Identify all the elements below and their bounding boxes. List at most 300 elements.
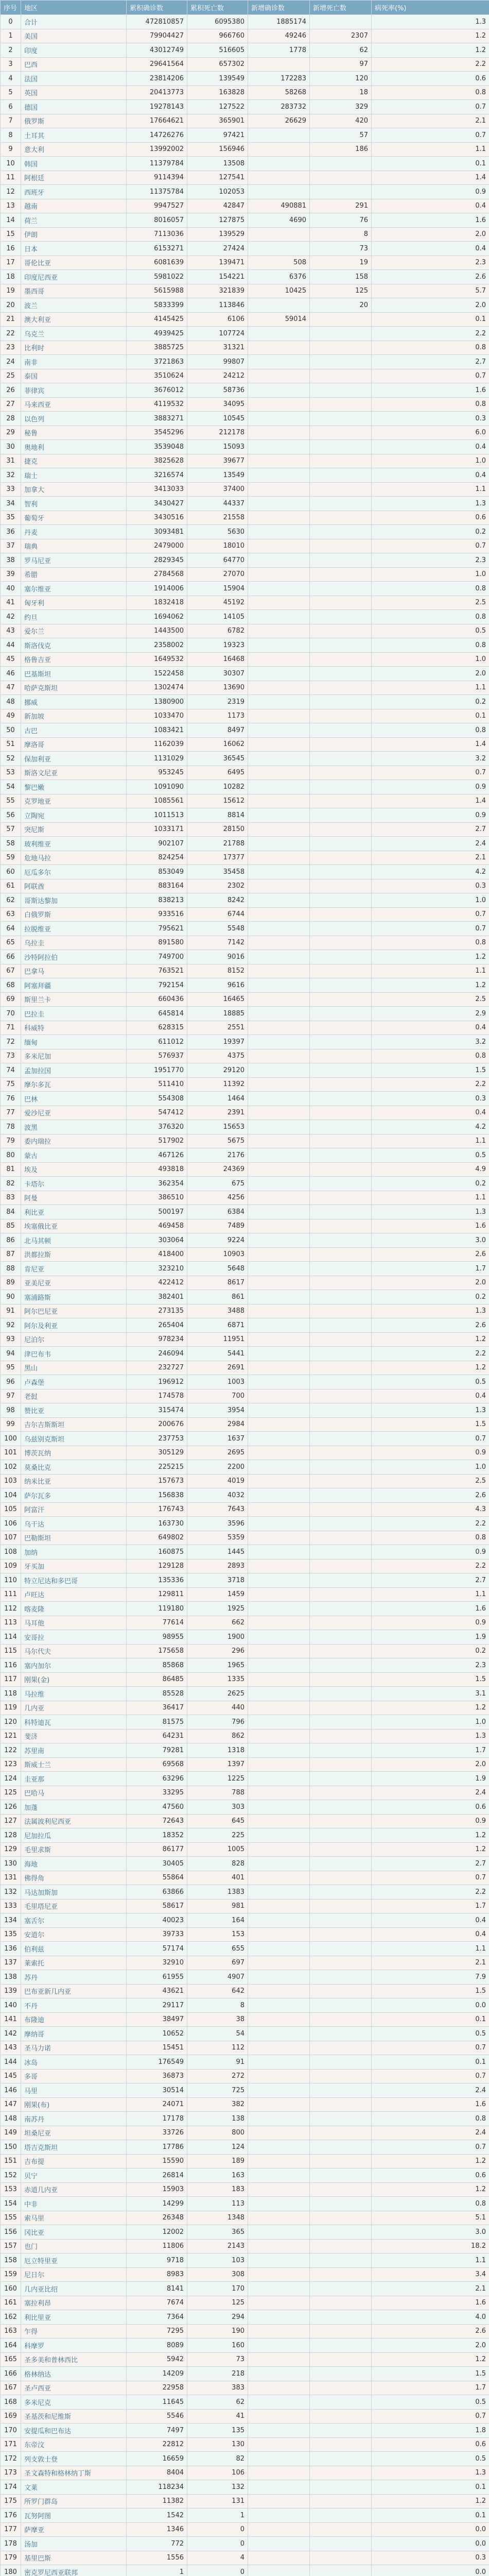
cell-fatality-rate: 3.2 xyxy=(372,752,489,766)
cell-total-cases: 1694062 xyxy=(127,610,187,624)
col-header-fatality-rate: 病死率(%) xyxy=(372,1,489,15)
cell-index: 121 xyxy=(1,1729,21,1743)
cell-region: 赤道几内亚 xyxy=(21,2182,127,2197)
cell-index: 136 xyxy=(1,1942,21,1956)
cell-new-deaths xyxy=(310,1927,372,1942)
cell-new-cases xyxy=(248,2055,310,2070)
cell-region: 老挝 xyxy=(21,1389,127,1403)
cell-index: 100 xyxy=(1,1432,21,1446)
cell-new-cases xyxy=(248,539,310,553)
cell-index: 104 xyxy=(1,1488,21,1503)
cell-new-cases xyxy=(248,2296,310,2310)
cell-fatality-rate: 0.2 xyxy=(372,1644,489,1658)
cell-index: 9 xyxy=(1,142,21,157)
cell-total-deaths: 19323 xyxy=(187,638,248,653)
cell-region: 法属波利尼西亚 xyxy=(21,1814,127,1828)
cell-new-deaths xyxy=(310,1531,372,1545)
cell-total-deaths: 10903 xyxy=(187,1247,248,1262)
cell-fatality-rate: 2.7 xyxy=(372,1857,489,1871)
cell-new-deaths xyxy=(310,1885,372,1900)
cell-total-cases: 472810857 xyxy=(127,15,187,29)
cell-region: 肯尼亚 xyxy=(21,1262,127,1276)
cell-fatality-rate: 2.0 xyxy=(372,227,489,242)
cell-fatality-rate: 1.2 xyxy=(372,950,489,964)
cell-region: 尼日尔 xyxy=(21,2267,127,2282)
cell-index: 98 xyxy=(1,1403,21,1418)
table-row xyxy=(1,468,489,483)
cell-index: 35 xyxy=(1,511,21,525)
table-row xyxy=(1,2452,489,2466)
cell-new-cases: 49246 xyxy=(248,29,310,43)
cell-region: 利比亚 xyxy=(21,1205,127,1219)
cell-total-deaths: 657302 xyxy=(187,57,248,72)
cell-total-deaths: 139471 xyxy=(187,256,248,270)
cell-total-cases: 69568 xyxy=(127,1757,187,1772)
table-row xyxy=(1,2239,489,2253)
cell-new-deaths xyxy=(310,1347,372,1361)
cell-index: 15 xyxy=(1,227,21,242)
cell-region: 卢森堡 xyxy=(21,1375,127,1389)
cell-fatality-rate: 2.0 xyxy=(372,1276,489,1290)
cell-total-cases: 953245 xyxy=(127,766,187,780)
cell-total-cases: 376320 xyxy=(127,1120,187,1134)
cell-fatality-rate: 1.0 xyxy=(372,1715,489,1730)
cell-fatality-rate: 0.9 xyxy=(372,185,489,199)
table-row xyxy=(1,553,489,568)
table-row xyxy=(1,397,489,412)
cell-new-cases xyxy=(248,1857,310,1871)
cell-total-cases: 382401 xyxy=(127,1290,187,1304)
cell-region: 喀麦隆 xyxy=(21,1602,127,1616)
cell-fatality-rate: 2.5 xyxy=(372,1474,489,1488)
header-row xyxy=(1,1,489,15)
cell-region: 多米尼克 xyxy=(21,2395,127,2410)
cell-total-deaths: 6871 xyxy=(187,1318,248,1333)
cell-total-deaths: 13549 xyxy=(187,468,248,483)
cell-fatality-rate: 1.6 xyxy=(372,1219,489,1233)
cell-index: 21 xyxy=(1,312,21,327)
cell-fatality-rate: 0.7 xyxy=(372,128,489,143)
cell-new-deaths xyxy=(310,2112,372,2126)
table-row xyxy=(1,2012,489,2027)
cell-fatality-rate: 1.1 xyxy=(372,142,489,157)
cell-new-cases xyxy=(248,567,310,582)
cell-new-cases xyxy=(248,2537,310,2551)
cell-index: 87 xyxy=(1,1247,21,1262)
cell-new-deaths xyxy=(310,397,372,412)
table-row xyxy=(1,737,489,752)
cell-new-deaths xyxy=(310,2466,372,2480)
cell-index: 134 xyxy=(1,1913,21,1928)
cell-index: 95 xyxy=(1,1361,21,1375)
cell-total-deaths: 127875 xyxy=(187,213,248,228)
cell-new-deaths xyxy=(310,1191,372,1205)
table-row xyxy=(1,851,489,865)
table-row xyxy=(1,780,489,794)
cell-new-cases xyxy=(248,1460,310,1475)
cell-new-cases xyxy=(248,1559,310,1573)
cell-fatality-rate: 1.2 xyxy=(372,43,489,58)
cell-index: 123 xyxy=(1,1757,21,1772)
cell-total-cases: 55864 xyxy=(127,1871,187,1885)
cell-total-cases: 795621 xyxy=(127,922,187,936)
cell-index: 62 xyxy=(1,893,21,908)
table-row xyxy=(1,1786,489,1800)
cell-new-cases xyxy=(248,2126,310,2140)
cell-fatality-rate: 1.1 xyxy=(372,1134,489,1148)
cell-new-deaths xyxy=(310,1120,372,1134)
cell-region: 亚美尼亚 xyxy=(21,1276,127,1290)
cell-index: 155 xyxy=(1,2211,21,2225)
cell-region: 塞浦路斯 xyxy=(21,1290,127,1304)
cell-total-cases: 1 xyxy=(127,2565,187,2576)
cell-new-cases xyxy=(248,1984,310,1998)
cell-total-deaths: 24212 xyxy=(187,369,248,383)
cell-region: 乌克兰 xyxy=(21,327,127,341)
cell-total-cases: 33295 xyxy=(127,1786,187,1800)
cell-region: 圣多美和普林西比 xyxy=(21,2352,127,2367)
table-row xyxy=(1,2437,489,2452)
cell-region: 多米尼加 xyxy=(21,1049,127,1063)
cell-total-cases: 11382 xyxy=(127,2494,187,2509)
cell-index: 11 xyxy=(1,171,21,185)
cell-region: 刚果(金) xyxy=(21,1672,127,1687)
cell-index: 154 xyxy=(1,2197,21,2211)
cell-fatality-rate: 2.4 xyxy=(372,2126,489,2140)
cell-index: 65 xyxy=(1,936,21,950)
table-row xyxy=(1,1247,489,1262)
table-row xyxy=(1,270,489,284)
cell-total-cases: 11375784 xyxy=(127,185,187,199)
cell-region: 塞拉利昂 xyxy=(21,2296,127,2310)
cell-index: 73 xyxy=(1,1049,21,1063)
cell-total-deaths: 8497 xyxy=(187,723,248,738)
cell-fatality-rate: 0.9 xyxy=(372,780,489,794)
cell-fatality-rate: 1.5 xyxy=(372,1417,489,1432)
cell-new-cases: 59014 xyxy=(248,312,310,327)
table-row xyxy=(1,511,489,525)
cell-total-deaths: 139549 xyxy=(187,72,248,86)
cell-total-deaths: 5359 xyxy=(187,1531,248,1545)
cell-total-cases: 7364 xyxy=(127,2310,187,2325)
cell-region: 菲律宾 xyxy=(21,383,127,398)
cell-total-deaths: 11392 xyxy=(187,1077,248,1092)
cell-new-cases xyxy=(248,2253,310,2268)
cell-region: 危地马拉 xyxy=(21,851,127,865)
cell-total-deaths: 73 xyxy=(187,2352,248,2367)
cell-total-cases: 196912 xyxy=(127,1375,187,1389)
cell-new-cases xyxy=(248,157,310,171)
cell-index: 112 xyxy=(1,1602,21,1616)
cell-new-deaths xyxy=(310,1247,372,1262)
cell-total-cases: 1302474 xyxy=(127,681,187,695)
cell-index: 137 xyxy=(1,1956,21,1970)
cell-fatality-rate: 2.7 xyxy=(372,822,489,837)
cell-new-cases xyxy=(248,2324,310,2338)
table-row xyxy=(1,610,489,624)
cell-total-deaths: 24369 xyxy=(187,1162,248,1177)
cell-index: 115 xyxy=(1,1644,21,1658)
cell-new-deaths xyxy=(310,1772,372,1786)
cell-region: 瑞士 xyxy=(21,468,127,483)
cell-new-cases xyxy=(248,1800,310,1815)
cell-index: 92 xyxy=(1,1318,21,1333)
cell-total-deaths: 700 xyxy=(187,1389,248,1403)
cell-index: 176 xyxy=(1,2509,21,2523)
table-row xyxy=(1,2537,489,2551)
cell-fatality-rate: 0.8 xyxy=(372,341,489,355)
cell-fatality-rate: 0.9 xyxy=(372,1814,489,1828)
cell-fatality-rate: 1.9 xyxy=(372,1772,489,1786)
cell-fatality-rate: 0.2 xyxy=(372,525,489,539)
cell-region: 刚果(布) xyxy=(21,2097,127,2112)
cell-new-deaths xyxy=(310,497,372,511)
table-row xyxy=(1,482,489,497)
cell-new-cases xyxy=(248,1927,310,1942)
table-row xyxy=(1,440,489,454)
cell-total-cases: 772 xyxy=(127,2537,187,2551)
cell-total-deaths: 1965 xyxy=(187,1658,248,1673)
table-row xyxy=(1,142,489,157)
cell-region: 塞内加尔 xyxy=(21,1658,127,1673)
table-row xyxy=(1,1517,489,1531)
table-row xyxy=(1,128,489,143)
cell-new-deaths xyxy=(310,893,372,908)
cell-new-deaths xyxy=(310,355,372,369)
cell-total-cases: 129128 xyxy=(127,1559,187,1573)
cell-total-cases: 517902 xyxy=(127,1134,187,1148)
cell-new-cases xyxy=(248,1531,310,1545)
table-row xyxy=(1,1233,489,1248)
table-row xyxy=(1,2551,489,2565)
table-row xyxy=(1,1063,489,1078)
cell-new-deaths xyxy=(310,482,372,497)
cell-fatality-rate: 1.9 xyxy=(372,1630,489,1645)
cell-new-deaths xyxy=(310,624,372,638)
cell-new-cases xyxy=(248,1587,310,1602)
cell-new-cases xyxy=(248,2437,310,2452)
cell-region: 埃及 xyxy=(21,1162,127,1177)
table-row xyxy=(1,1800,489,1815)
cell-new-cases xyxy=(248,596,310,610)
cell-new-cases xyxy=(248,964,310,978)
table-row xyxy=(1,723,489,738)
cell-region: 秘鲁 xyxy=(21,426,127,440)
cell-fatality-rate: 0.7 xyxy=(372,2409,489,2424)
table-row xyxy=(1,171,489,185)
table-row xyxy=(1,1177,489,1191)
cell-index: 144 xyxy=(1,2055,21,2070)
cell-total-deaths: 0 xyxy=(187,2565,248,2576)
col-header-new-deaths: 新增死亡数 xyxy=(310,1,372,15)
cell-new-cases xyxy=(248,723,310,738)
cell-new-deaths xyxy=(310,681,372,695)
cell-total-cases: 119180 xyxy=(127,1602,187,1616)
cell-new-deaths xyxy=(310,1786,372,1800)
cell-total-deaths: 15093 xyxy=(187,440,248,454)
cell-index: 10 xyxy=(1,157,21,171)
cell-total-deaths: 1900 xyxy=(187,1630,248,1645)
cell-total-cases: 175658 xyxy=(127,1644,187,1658)
table-row xyxy=(1,1389,489,1403)
cell-total-deaths: 7489 xyxy=(187,1219,248,1233)
col-header-new-cases: 新增确诊数 xyxy=(248,1,310,15)
table-row xyxy=(1,100,489,114)
cell-new-cases: 26629 xyxy=(248,114,310,128)
cell-total-deaths: 0 xyxy=(187,2537,248,2551)
cell-new-deaths xyxy=(310,1134,372,1148)
cell-total-cases: 232727 xyxy=(127,1361,187,1375)
cell-index: 66 xyxy=(1,950,21,964)
cell-new-deaths xyxy=(310,1687,372,1701)
cell-new-deaths xyxy=(310,2452,372,2466)
cell-index: 106 xyxy=(1,1517,21,1531)
cell-total-deaths: 828 xyxy=(187,1857,248,1871)
table-row xyxy=(1,1375,489,1389)
cell-new-cases xyxy=(248,582,310,596)
table-row xyxy=(1,284,489,298)
cell-index: 169 xyxy=(1,2409,21,2424)
cell-region: 立陶宛 xyxy=(21,808,127,823)
cell-fatality-rate: 0.1 xyxy=(372,2012,489,2027)
cell-region: 巴布亚新几内亚 xyxy=(21,1984,127,1998)
cell-region: 乌干达 xyxy=(21,1517,127,1531)
cell-new-deaths xyxy=(310,1814,372,1828)
cell-region: 约旦 xyxy=(21,610,127,624)
cell-fatality-rate: 1.2 xyxy=(372,1842,489,1857)
cell-new-cases xyxy=(248,511,310,525)
cell-fatality-rate: 0.6 xyxy=(372,511,489,525)
cell-new-deaths xyxy=(310,667,372,681)
cell-index: 164 xyxy=(1,2338,21,2353)
table-row xyxy=(1,2140,489,2155)
cell-total-deaths: 225 xyxy=(187,1828,248,1843)
cell-index: 80 xyxy=(1,1148,21,1163)
cell-new-cases xyxy=(248,1630,310,1645)
cell-new-cases xyxy=(248,142,310,157)
cell-new-deaths xyxy=(310,1899,372,1913)
cell-fatality-rate: 0.1 xyxy=(372,2055,489,2070)
cell-fatality-rate: 0.3 xyxy=(372,1092,489,1106)
cell-region: 圣基茨和尼维斯 xyxy=(21,2409,127,2424)
table-row xyxy=(1,2253,489,2268)
cell-fatality-rate: 0.7 xyxy=(372,100,489,114)
cell-new-cases xyxy=(248,482,310,497)
cell-new-cases xyxy=(248,808,310,823)
cell-index: 127 xyxy=(1,1814,21,1828)
cell-total-deaths: 2551 xyxy=(187,1021,248,1035)
cell-total-cases: 36417 xyxy=(127,1701,187,1715)
cell-total-cases: 9947527 xyxy=(127,199,187,213)
cell-fatality-rate: 0.8 xyxy=(372,610,489,624)
cell-fatality-rate: 1.1 xyxy=(372,1587,489,1602)
cell-total-cases: 273135 xyxy=(127,1304,187,1318)
cell-fatality-rate: 1.6 xyxy=(372,2097,489,2112)
cell-total-deaths: 91 xyxy=(187,2055,248,2070)
cell-fatality-rate: 3.0 xyxy=(372,2225,489,2240)
cell-index: 145 xyxy=(1,2069,21,2083)
cell-total-cases: 22812 xyxy=(127,2437,187,2452)
table-row xyxy=(1,1956,489,1970)
cell-total-deaths: 18885 xyxy=(187,1007,248,1021)
cell-new-deaths xyxy=(310,1162,372,1177)
cell-fatality-rate: 1.7 xyxy=(372,1743,489,1758)
cell-fatality-rate: 1.4 xyxy=(372,171,489,185)
cell-total-cases: 5942 xyxy=(127,2352,187,2367)
table-row xyxy=(1,213,489,228)
cell-new-deaths xyxy=(310,2197,372,2211)
cell-total-cases: 129811 xyxy=(127,1587,187,1602)
cell-region: 智利 xyxy=(21,497,127,511)
cell-new-cases xyxy=(248,1998,310,2013)
cell-region: 特立尼达和多巴哥 xyxy=(21,1573,127,1588)
cell-region: 印度尼西亚 xyxy=(21,270,127,284)
cell-new-cases xyxy=(248,171,310,185)
cell-total-deaths: 2984 xyxy=(187,1417,248,1432)
cell-new-deaths: 8 xyxy=(310,227,372,242)
cell-new-deaths xyxy=(310,1517,372,1531)
cell-new-deaths xyxy=(310,1701,372,1715)
cell-new-cases xyxy=(248,992,310,1007)
cell-new-deaths xyxy=(310,879,372,893)
cell-index: 117 xyxy=(1,1672,21,1687)
cell-new-deaths xyxy=(310,2012,372,2027)
cell-index: 130 xyxy=(1,1857,21,1871)
cell-region: 韩国 xyxy=(21,157,127,171)
cell-new-cases xyxy=(248,1262,310,1276)
table-row xyxy=(1,1318,489,1333)
cell-region: 哥斯达黎加 xyxy=(21,893,127,908)
cell-index: 48 xyxy=(1,695,21,709)
cell-new-cases xyxy=(248,1970,310,1985)
cell-total-cases: 61955 xyxy=(127,1970,187,1985)
cell-total-cases: 1033171 xyxy=(127,822,187,837)
cell-total-deaths: 4019 xyxy=(187,1474,248,1488)
cell-region: 科摩罗 xyxy=(21,2338,127,2353)
cell-fatality-rate: 0.3 xyxy=(372,879,489,893)
cell-total-deaths: 1464 xyxy=(187,1092,248,1106)
cell-total-deaths: 3596 xyxy=(187,1517,248,1531)
cell-index: 133 xyxy=(1,1899,21,1913)
cell-fatality-rate: 18.2 xyxy=(372,2239,489,2253)
cell-total-cases: 14209 xyxy=(127,2367,187,2381)
cell-total-deaths: 102053 xyxy=(187,185,248,199)
cell-total-cases: 17786 xyxy=(127,2140,187,2155)
cell-new-cases xyxy=(248,1644,310,1658)
table-row xyxy=(1,2424,489,2438)
cell-fatality-rate: 0.7 xyxy=(372,369,489,383)
cell-index: 156 xyxy=(1,2225,21,2240)
cell-region: 马里 xyxy=(21,2083,127,2098)
cell-region: 密克罗尼西亚联邦 xyxy=(21,2565,127,2576)
cell-region: 马来西亚 xyxy=(21,397,127,412)
cell-total-cases: 2784568 xyxy=(127,567,187,582)
table-row xyxy=(1,1857,489,1871)
cell-total-deaths: 38 xyxy=(187,2012,248,2027)
cell-total-cases: 43621 xyxy=(127,1984,187,1998)
cell-region: 纳米比亚 xyxy=(21,1474,127,1488)
cell-total-deaths: 132 xyxy=(187,2480,248,2495)
cell-new-cases xyxy=(248,2522,310,2537)
cell-total-cases: 7113036 xyxy=(127,227,187,242)
cell-index: 172 xyxy=(1,2452,21,2466)
cell-region: 科威特 xyxy=(21,1021,127,1035)
cell-index: 71 xyxy=(1,1021,21,1035)
cell-total-deaths: 1397 xyxy=(187,1757,248,1772)
table-row xyxy=(1,1474,489,1488)
cell-region: 乍得 xyxy=(21,2324,127,2338)
cell-index: 51 xyxy=(1,737,21,752)
